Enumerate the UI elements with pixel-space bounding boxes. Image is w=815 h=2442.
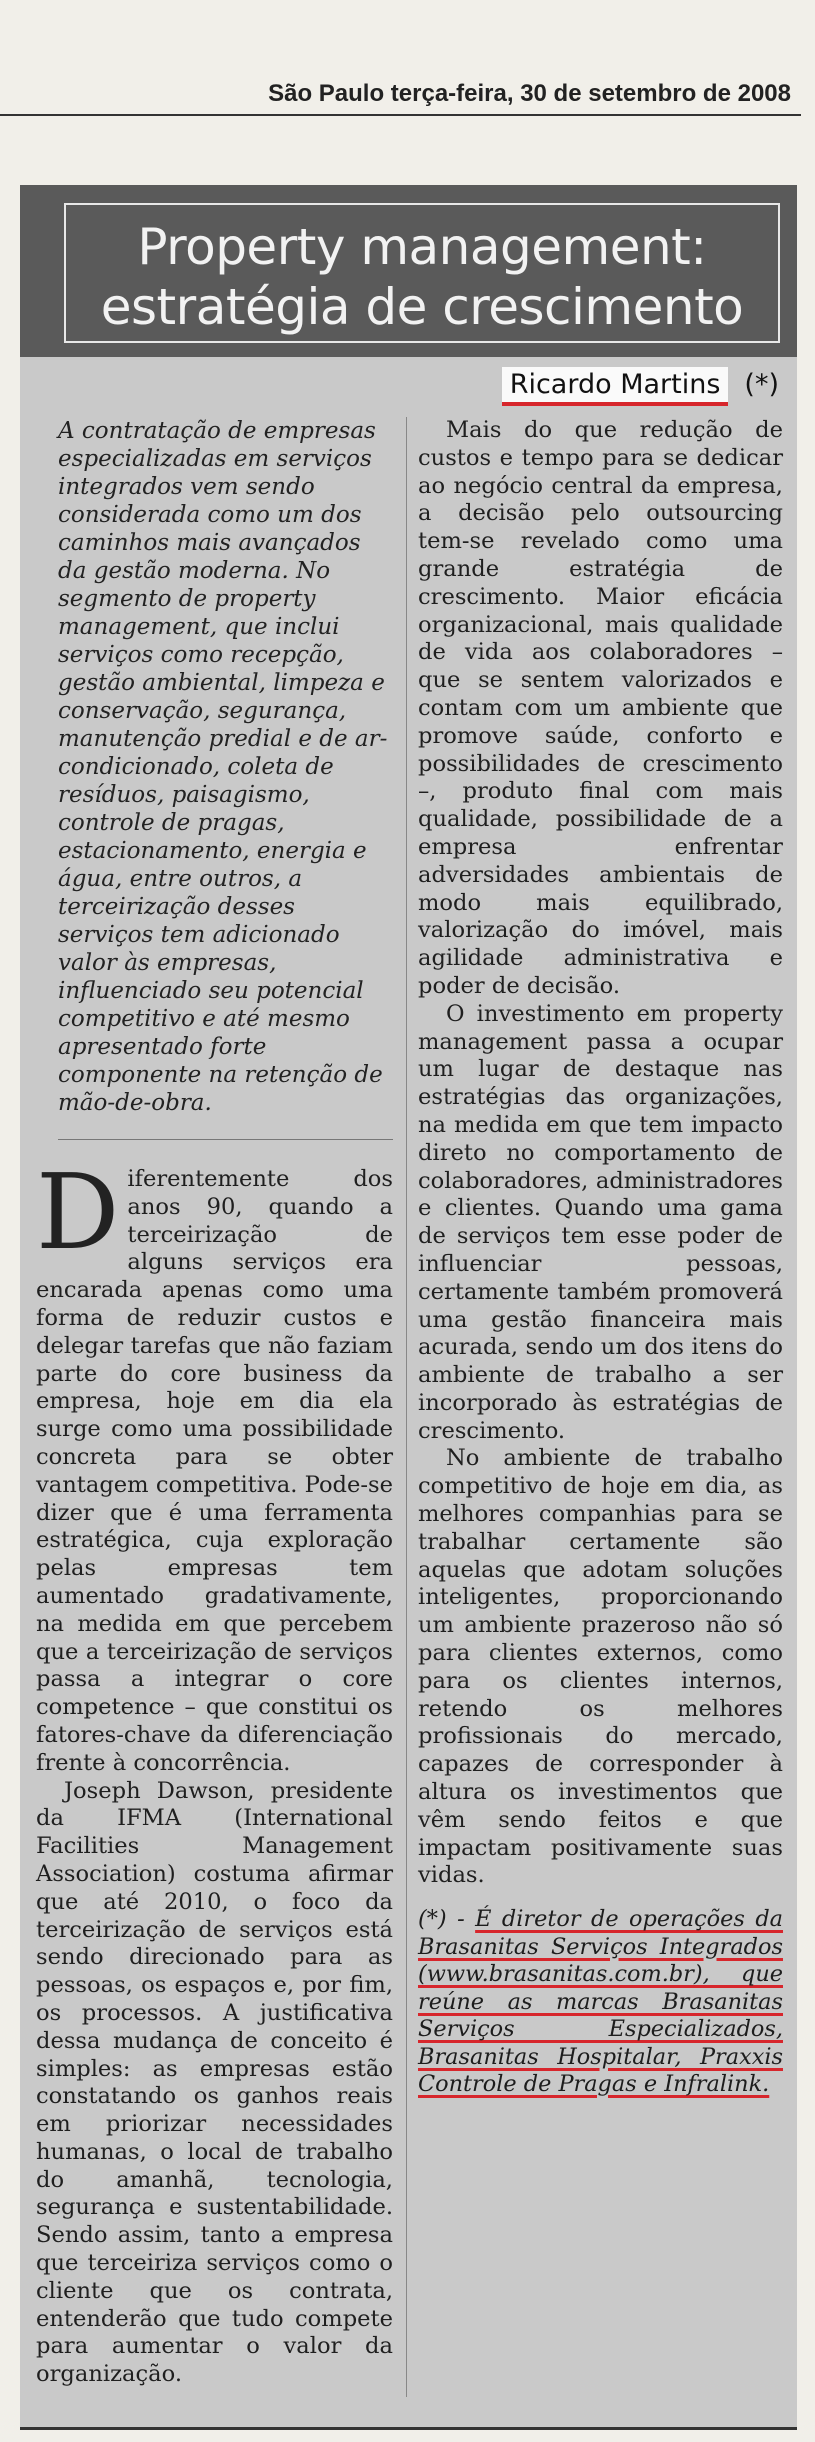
dateline: São Paulo terça-feira, 30 de setembro de 2008 [268, 80, 791, 107]
headline-line-2: estratégia de crescimento [100, 278, 744, 336]
author-name: Ricardo Martins [502, 367, 729, 406]
body-paragraph-3: Mais do que redução de custos e tempo para se dedicar ao negócio central da empresa, a decisão pelo outsourcing tem-se revelado como uma grande estratégia de crescimento. Maior eficácia organizacional, mais qualidade de vida aos colaboradores – que se sentem valorizados e contam com um ambiente que promove saúde, conforto e possibilidades de crescimento –, produto final com mais qualidade, possibilidade de a empresa enfrentar adversidades ambientais de modo mais equilibrado, valorização do imóvel, mais agilidade administrativa e poder de decisão. [418, 417, 783, 999]
author-footnote-mark: (*) [744, 369, 779, 400]
headline [66, 217, 778, 337]
lead-divider [58, 1139, 393, 1140]
column-left [36, 417, 393, 2389]
column-divider [406, 417, 407, 2397]
lead-paragraph: A contratação de empresas especializadas em serviços integrados vem sendo considerada como um dos caminhos mais avançados da gestão moderna. No segmento de property management, que inclui serviços como recepção, gestão ambiental, limpeza e conservação, segurança, manutenção predial e de ar-condicionado, coleta de resíduos, paisagismo, controle de pragas, estacionamento, energia e água, entre outros, a terceirização desses serviços tem adicionado valor às empresas, influenciado seu potencial competitivo e até mesmo apresentado forte componente na retenção de mão-de-obra. [58, 418, 388, 1116]
column-right [418, 417, 783, 2121]
body-paragraph-2: Joseph Dawson, presidente da IFMA (International Facilities Management Association) costuma afirmar que até 2010, o foco da terceirização de serviços está sendo direcionado para as pessoas, os espaços e, por fim, os processos. A justificativa dessa mudança de conceito é simples: as empresas estão constatando os ganhos reais em priorizar necessidades humanas, o local de trabalho do amanhã, tecnologia, segurança e sustentabilidade. Sendo assim, tanto a empresa que terceiriza serviços como o cliente que os contrata, entenderão que tudo compete para aumentar o valor da organização. [36, 1777, 393, 2388]
footnote-mark: (*) - [418, 1906, 476, 1933]
body-paragraph-5: No ambiente de trabalho competitivo de hoje em dia, as melhores companhias para se trabalhar certamente são aquelas que adotam soluções inteligentes, proporcionando um ambiente prazeroso não só para clientes externos, como para os clientes internos, retendo os melhores profissionais do mercado, capazes de corresponder à altura os investimentos que vêm sendo feitos e que impactam positivamente suas vidas. [418, 1445, 783, 1889]
footnote-text: É diretor de operações da Brasanitas Serviços Integrados (www.brasanitas.com.br), que reúne as marcas Brasanitas Serviços Especializados, Brasanitas Hospitalar, Praxxis Controle de Pragas e Infralink. [418, 1906, 784, 2098]
byline [502, 369, 779, 400]
body-paragraph-4: O investimento em property management passa a ocupar um lugar de destaque nas estratégias das organizações, na medida em que tem impacto direto no comportamento de colaboradores, administradores e clientes. Quando uma gama de serviços tem esse poder de influenciar pessoas, certamente também promoverá uma gestão financeira mais acurada, sendo um dos itens do ambiente de trabalho a ser incorporado às estratégias de crescimento. [418, 1000, 783, 1444]
author-footnote [418, 1906, 783, 2099]
headline-line-1: Property management: [137, 218, 707, 276]
article [20, 185, 797, 2430]
top-rule [0, 114, 801, 116]
body-paragraph-1 [36, 1151, 393, 1778]
body-paragraph-1-text: iferentemente dos anos 90, quando a terceirização de alguns serviços era encarada apenas como uma forma de reduzir custos e delegar tarefas que não faziam parte do core business da empresa, hoje em dia ela surge como uma possibilidade concreta para se obter vantagem competitiva. Pode-se dizer que é uma ferramenta estratégica, cuja exploração pelas empresas tem aumentado gradativamente, na medida em que percebem que a terceirização de serviços passa a integrar o core competence – que constitui os fatores-chave da diferenciação frente à concorrência. [36, 1166, 393, 1776]
headline-frame [64, 203, 780, 343]
headline-banner [20, 185, 797, 357]
drop-cap: D [36, 1151, 120, 1273]
